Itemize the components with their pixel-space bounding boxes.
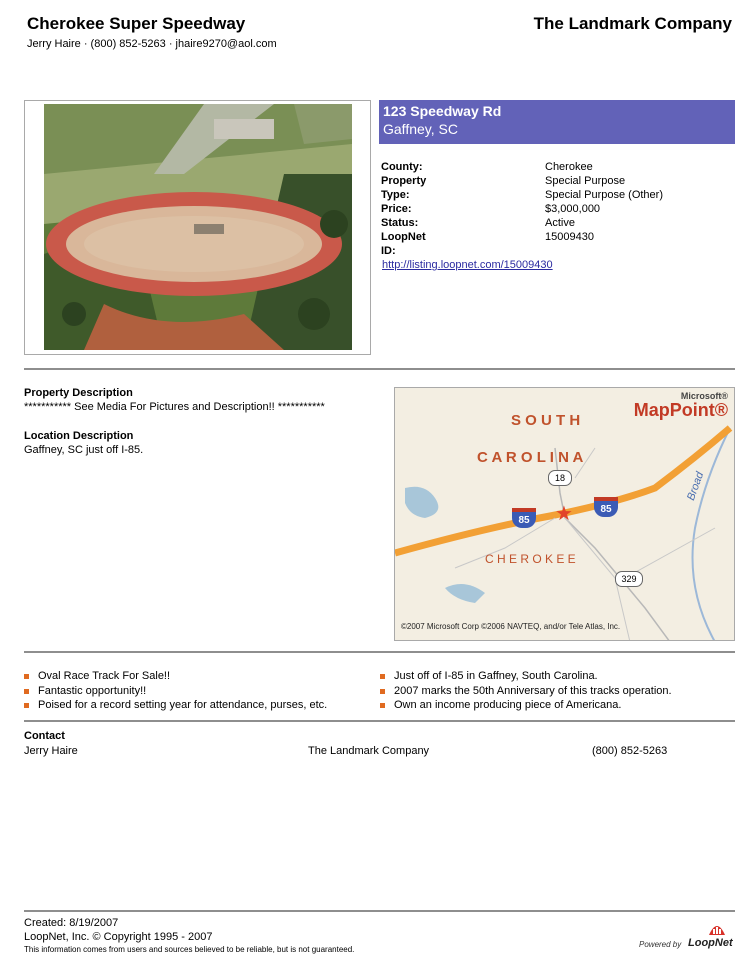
contact-phone: (800) 852-5263: [592, 745, 668, 757]
route-18-shield: 18: [548, 470, 572, 486]
loopnet-logo: LoopNet: [688, 937, 733, 949]
city-state: Gaffney, SC: [383, 121, 458, 137]
list-item: Poised for a record setting year for attendance, purses, etc.: [24, 698, 327, 713]
listing-link[interactable]: http://listing.loopnet.com/15009430: [382, 259, 553, 271]
interstate-85-shield: 85: [512, 508, 536, 528]
interstate-85-shield: 85: [594, 497, 618, 517]
bullet-icon: [380, 674, 385, 679]
map-label-carolina: C A R O L I N A: [477, 449, 584, 466]
fact-label: County:: [381, 161, 423, 173]
fact-value: $3,000,000: [545, 203, 601, 215]
fact-value: Cherokee: [545, 161, 593, 173]
location-description-text: Gaffney, SC just off I-85.: [24, 444, 144, 456]
mappoint-brand-small: Microsoft®: [680, 391, 728, 401]
bullet-icon: [380, 689, 385, 694]
address-banner: [379, 100, 735, 144]
location-description-heading: Location Description: [24, 430, 134, 442]
bullet-icon: [24, 674, 29, 679]
fact-label: Price:: [381, 203, 412, 215]
bullet-icon: [380, 703, 385, 708]
property-photo-frame: [24, 100, 371, 355]
route-329-shield: 329: [615, 571, 643, 587]
highlights-left: [24, 669, 327, 713]
map-copyright: ©2007 Microsoft Corp ©2006 NAVTEQ, and/or Tele Atlas, Inc.: [401, 622, 621, 631]
fact-value: 15009430: [545, 231, 594, 243]
divider: [24, 651, 735, 653]
map-label-river: Broad: [685, 470, 707, 503]
fact-label: Status:: [381, 217, 419, 229]
bullet-icon: [24, 689, 29, 694]
fact-value: Special Purpose (Other): [545, 189, 663, 201]
fact-label: Property Type:: [381, 175, 427, 201]
divider: [24, 368, 735, 370]
list-item: Just off of I-85 in Gaffney, South Carolina.: [380, 669, 672, 684]
street-address: 123 Speedway Rd: [383, 103, 502, 119]
location-map[interactable]: [394, 387, 735, 641]
location-star-icon: ★: [555, 503, 573, 525]
fact-value: Active: [545, 217, 575, 229]
map-label-cherokee: C H E R O K E E: [485, 552, 576, 566]
footer-copyright: LoopNet, Inc. © Copyright 1995 - 2007: [24, 931, 213, 943]
contact-name: Jerry Haire: [24, 745, 78, 757]
property-description-text: *********** See Media For Pictures and Description!! ***********: [24, 401, 325, 413]
contact-heading: Contact: [24, 730, 65, 742]
property-description-heading: Property Description: [24, 387, 133, 399]
fact-label: LoopNet ID:: [381, 231, 426, 257]
list-item: 2007 marks the 50th Anniversary of this tracks operation.: [380, 684, 672, 699]
company-name: The Landmark Company: [533, 14, 732, 33]
created-date: Created: 8/19/2007: [24, 917, 119, 929]
highlights-right: [380, 669, 672, 713]
property-title: Cherokee Super Speedway: [27, 14, 246, 33]
fact-value: Special Purpose: [545, 175, 626, 187]
property-photo: [44, 104, 352, 350]
powered-by-label: Powered by: [639, 940, 682, 949]
footer-disclaimer: This information comes from users and sources believed to be reliable, but is not guaranteed.: [24, 945, 355, 954]
list-item: Fantastic opportunity!!: [24, 684, 327, 699]
divider: [24, 910, 735, 912]
contact-line: Jerry Haire · (800) 852-5263 · jhaire9270@aol.com: [27, 38, 277, 50]
mappoint-logo: MapPoint®: [633, 400, 728, 420]
contact-company: The Landmark Company: [308, 745, 430, 757]
loopnet-logo-icon: [708, 920, 726, 936]
list-item: Oval Race Track For Sale!!: [24, 669, 327, 684]
list-item: Own an income producing piece of Americana.: [380, 698, 672, 713]
divider: [24, 720, 735, 722]
map-label-south: S O U T H: [511, 412, 581, 429]
bullet-icon: [24, 703, 29, 708]
